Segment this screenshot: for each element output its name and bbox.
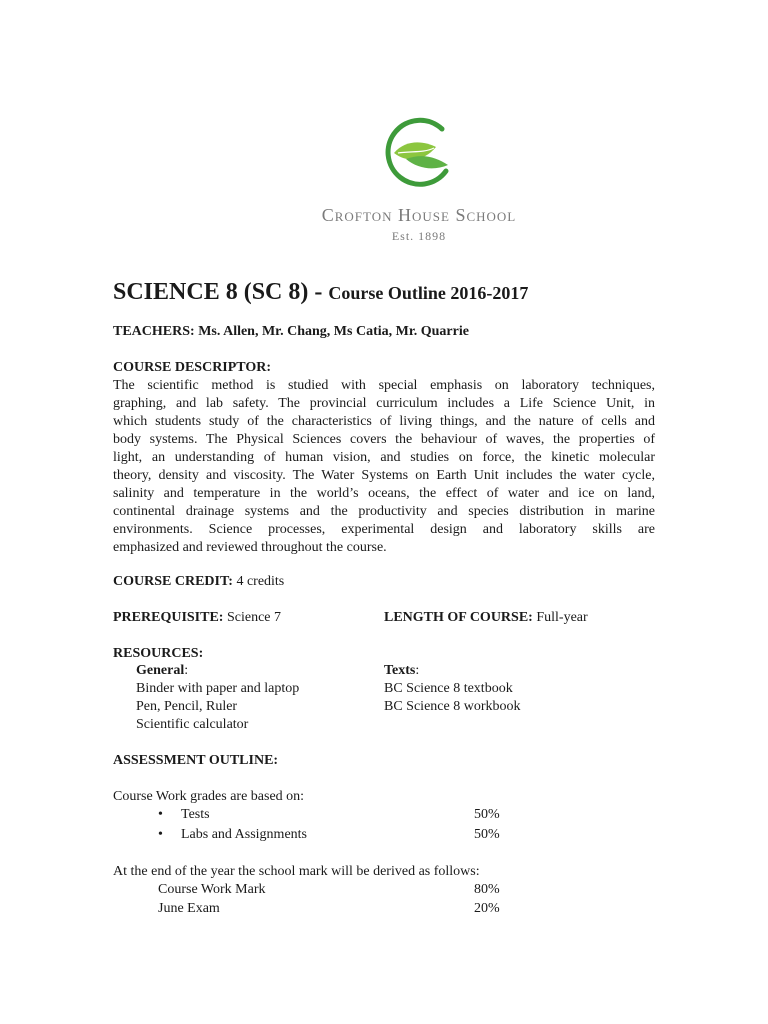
credit-label: COURSE CREDIT: bbox=[113, 574, 233, 589]
texts-item: BC Science 8 workbook bbox=[384, 699, 521, 714]
descriptor-line: salinity and temperature in the world’s oceans, the effect of water and ice on land, bbox=[113, 486, 655, 501]
descriptor-line: graphing, and lab safety. The provincial curriculum includes a Life Science Unit, in bbox=[113, 396, 655, 411]
general-colon: : bbox=[184, 663, 189, 678]
descriptor-line: environments. Science processes, experimental design and laboratory skills are bbox=[113, 522, 655, 537]
general-item: Binder with paper and laptop bbox=[136, 681, 300, 696]
texts-label: Texts bbox=[384, 663, 416, 678]
descriptor-heading: COURSE DESCRIPTOR: bbox=[113, 360, 272, 375]
descriptor-paragraph bbox=[113, 377, 655, 557]
bullet-icon: • bbox=[158, 827, 163, 842]
descriptor-line: The scientific method is studied with special emphasis on laboratory techniques, bbox=[113, 378, 655, 393]
leaf-logo-icon bbox=[384, 113, 454, 191]
coursework-item-weight: 50% bbox=[474, 807, 500, 822]
final-item-name: June Exam bbox=[158, 901, 220, 916]
resources-heading: RESOURCES: bbox=[113, 646, 204, 661]
coursework-intro: Course Work grades are based on: bbox=[113, 789, 305, 804]
final-mark-intro: At the end of the year the school mark will be derived as follows: bbox=[113, 864, 480, 879]
descriptor-line: theory, density and viscosity. The Water Systems on Earth Unit includes the water cycle, bbox=[113, 468, 655, 483]
length-line bbox=[384, 609, 588, 627]
coursework-item-name: Labs and Assignments bbox=[181, 827, 307, 842]
final-item-weight: 20% bbox=[474, 901, 500, 916]
general-label: General bbox=[136, 663, 185, 678]
prerequisite-label: PREREQUISITE: bbox=[113, 610, 224, 625]
course-title: SCIENCE 8 (SC 8) bbox=[113, 279, 309, 305]
credit-value: 4 credits bbox=[232, 574, 285, 589]
descriptor-line: emphasized and reviewed throughout the course. bbox=[113, 540, 387, 555]
descriptor-line: which students study of the characteristics of living things, and the nature of cells and bbox=[113, 414, 655, 429]
credit-line bbox=[113, 573, 284, 591]
school-established: Est. 1898 bbox=[391, 229, 447, 243]
descriptor-line: body systems. The Physical Sciences covers the behaviour of waves, the properties of bbox=[113, 432, 655, 447]
page-title bbox=[113, 279, 528, 306]
coursework-item-weight: 50% bbox=[474, 827, 500, 842]
final-item-weight: 80% bbox=[474, 882, 500, 897]
coursework-item-name: Tests bbox=[181, 807, 210, 822]
texts-item: BC Science 8 textbook bbox=[384, 681, 513, 696]
title-dash: - bbox=[308, 279, 329, 305]
texts-colon: : bbox=[415, 663, 420, 678]
general-item: Pen, Pencil, Ruler bbox=[136, 699, 238, 714]
length-label: LENGTH OF COURSE: bbox=[384, 610, 533, 625]
descriptor-line: light, an understanding of human vision, and studies on force, the kinetic molecular bbox=[113, 450, 655, 465]
prerequisite-line bbox=[113, 609, 281, 627]
teachers-value: Ms. Allen, Mr. Chang, Ms Catia, Mr. Quarrie bbox=[194, 324, 469, 339]
general-item: Scientific calculator bbox=[136, 717, 249, 732]
text-resources bbox=[384, 662, 520, 716]
teachers-line bbox=[113, 323, 469, 341]
assessment-heading: ASSESSMENT OUTLINE: bbox=[113, 753, 279, 768]
course-subtitle: Course Outline 2016-2017 bbox=[328, 283, 529, 303]
length-value: Full-year bbox=[532, 610, 588, 625]
general-resources bbox=[136, 662, 299, 734]
prerequisite-value: Science 7 bbox=[223, 610, 281, 625]
final-item-name: Course Work Mark bbox=[158, 882, 266, 897]
bullet-icon: • bbox=[158, 807, 163, 822]
teachers-label: TEACHERS: bbox=[113, 324, 195, 339]
school-name: Crofton House School bbox=[321, 205, 517, 225]
descriptor-line: continental drainage systems and the productivity and species distribution in marine bbox=[113, 504, 655, 519]
